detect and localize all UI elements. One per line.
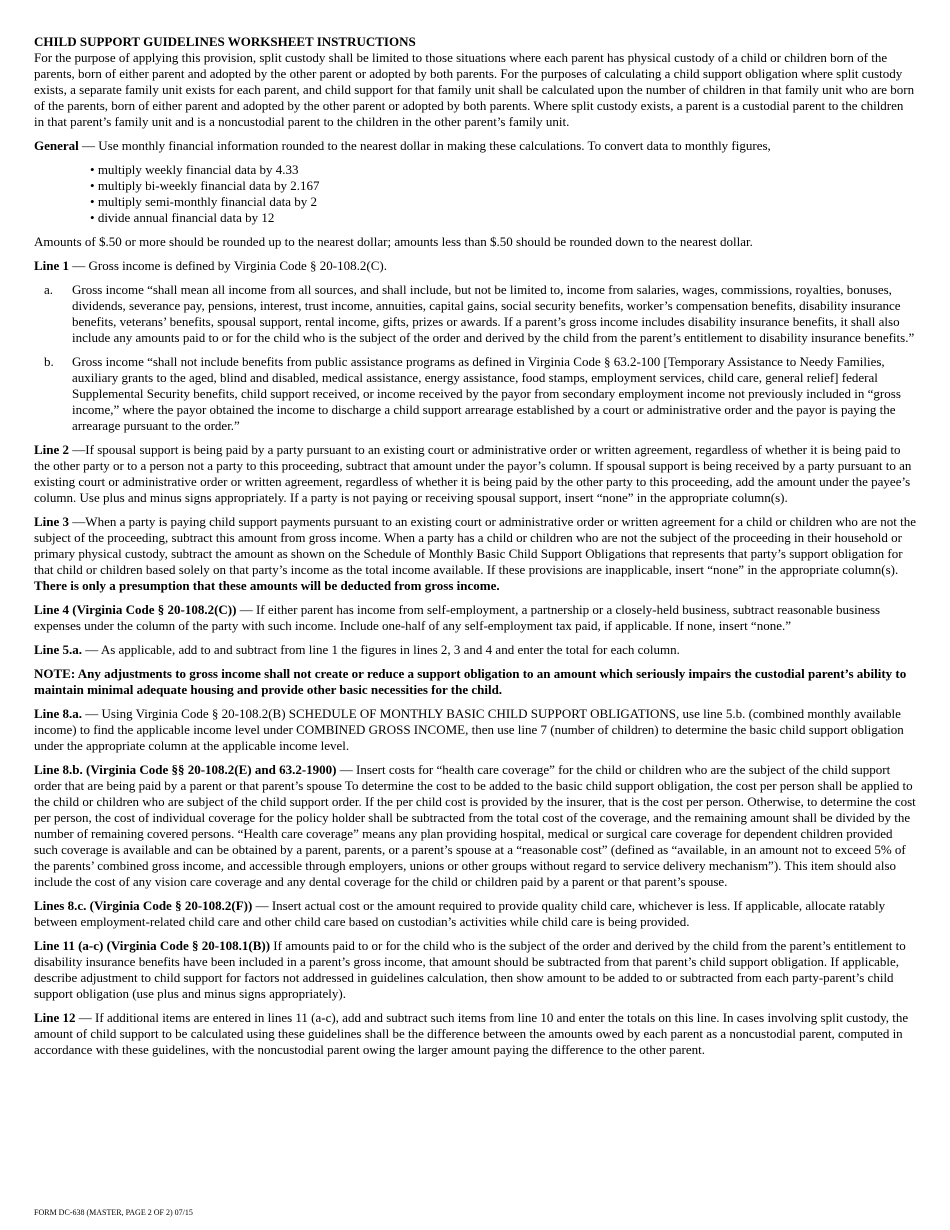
item-text: Gross income “shall mean all income from all sources, and shall include, but not be limited to, income from salaries, wages, commissions, royalties, bonuses, dividends, severance pay, pensions, interest, trust income, annuities, capital gains, social security benefits, worker’s compensation benefits, disability insurance benefits, veterans’ benefits, spousal support, rental income, gifts, prizes or awards. If a parent’s gross income includes disability insurance benefits, it shall also include any amounts paid to or for the child who is the subject of the order and derived by the child from the parent’s entitlement to disability insurance benefits.” <box>72 282 915 345</box>
list-item: • multiply bi-weekly financial data by 2.167 <box>90 178 916 194</box>
rounding-paragraph: Amounts of $.50 or more should be rounded up to the nearest dollar; amounts less than $.50 should be rounded down to the nearest dollar. <box>34 234 753 249</box>
line4-section <box>34 602 916 634</box>
line2-label: Line 2 <box>34 442 70 457</box>
general-text: — Use monthly financial information rounded to the nearest dollar in making these calculations. To convert data to monthly figures, <box>78 138 771 153</box>
line8c-section <box>34 898 916 930</box>
line8b-section <box>34 762 916 890</box>
line5a-label: Line 5.a. <box>34 642 83 657</box>
line1-label: Line 1 <box>34 258 70 273</box>
line8c-label: Lines 8.c. (Virginia Code § 20-108.2(F)) <box>34 898 253 913</box>
line8a-section <box>34 706 916 754</box>
line11-section <box>34 938 916 1002</box>
conversion-list <box>90 162 916 226</box>
line8b-text: — Insert costs for “health care coverage” for the child or children who are the subject of the child support order that are being paid by a parent or that parent’s spouse To determine the cost to be added to the basic child support obligation, the cost per person shall be applied to the child or children who are subject of the child support order. If the per child cost is provided by the insurer, that is the cost per person. Otherwise, to determine the cost per person, the cost of individual coverage for the policy holder shall be subtracted from the total cost of the coverage, and the remaining amount shall be divided by the number of remaining covered persons. “Health care coverage” means any plan providing hospital, medical or surgical care coverage for dependent children provided such coverage is available and can be obtained by a parent, parents, or a parent’s spouse at a “reasonable cost” (defined as “available, in an amount not to exceed 5% of the parents’ combined gross income, and accessible through employers, unions or other groups without regard to service delivery mechanism”). This item should also include the cost of any vision care coverage and any dental coverage for the child or children paid by a parent or that parent’s spouse. <box>34 762 916 889</box>
list-item <box>34 282 916 346</box>
intro-paragraph: For the purpose of applying this provision, split custody shall be limited to those situations where each parent has physical custody of a child or children born of the parents, born of either parent and adopted by the other parent or adopted by both parents. For the purposes of calculating a child support obligation where split custody exists, a separate family unit exists for each parent, and child support for that family unit shall be calculated upon the number of children in that family unit who are born of the parents, born of either parent and adopted by the other parent or adopted by both parents. Where split custody exists, a parent is a custodial parent to the children in that parent’s family unit and is a noncustodial parent to the children in the other parent’s family unit. <box>34 50 915 129</box>
item-text: Gross income “shall not include benefits from public assistance programs as defined in Virginia Code § 63.2-100 [Temporary Assistance to Needy Families, auxiliary grants to the aged, blind and disabled, medical assistance, energy assistance, food stamps, employment services, child care, general relief] federal Supplemental Security benefits, child support received, or income received by the payor from secondary employment income not previously included in “gross income,” where the payor obtained the income to discharge a child support arrearage established by a court or administrative order and the payor is paying the arrearage pursuant to the order.” <box>72 354 901 433</box>
line2-text: —If spousal support is being paid by a party pursuant to an existing court or administrative order or written agreement, regardless of whether it is being paid to the other party or to a person not a party to this proceeding, subtract that amount under the payor’s column. If spousal support is being received by a party pursuant to an existing court or administrative order or written agreement, regardless of whether it is being paid by the other party to this proceeding, add the amount under the payee’s column. Use plus and minus signs appropriately. If a party is not paying or receiving spousal support, insert “none” in the appropriate column(s). <box>34 442 912 505</box>
instructions-page <box>34 34 916 1058</box>
line5a-section <box>34 642 916 658</box>
line3-section <box>34 514 916 594</box>
line5a-text: — As applicable, add to and subtract from line 1 the figures in lines 2, 3 and 4 and enter the total for each column. <box>82 642 680 657</box>
line4-label: Line 4 (Virginia Code § 20-108.2(C)) <box>34 602 237 617</box>
list-item: • divide annual financial data by 12 <box>90 210 916 226</box>
line3-text: —When a party is paying child support payments pursuant to an existing court or administrative order or written agreement for a child or children who are not the subject of the proceeding, subtract this amount from gross income. When a party has a child or children who are not the subject of the proceeding in their household or primary physical custody, subtract the amount as shown on the Schedule of Monthly Basic Child Support Obligations that represents that party’s support obligation for that child or children based solely on that party’s income as the total income available. If these provisions are inapplicable, insert “none” in the appropriate column(s). <box>34 514 916 577</box>
line8a-label: Line 8.a. <box>34 706 83 721</box>
form-footer: FORM DC-638 (MASTER, PAGE 2 OF 2) 07/15 <box>34 1208 193 1217</box>
line12-text: — If additional items are entered in lines 11 (a-c), add and subtract such items from line 10 and enter the totals on this line. In cases involving split custody, the amount of child support to be calculated using these guidelines shall be the difference between the amounts owed by each parent as a noncustodial parent, computed in accordance with these guidelines, with the noncustodial parent owing the larger amount paying the difference to the other parent. <box>34 1010 909 1057</box>
line4-text: — If either parent has income from self-employment, a partnership or a closely-held business, subtract reasonable business expenses under the column of the party with such income. Include one-half of any self-employment tax paid, if applicable. If none, insert “none.” <box>34 602 881 633</box>
general-section <box>34 138 916 154</box>
gross-income-list <box>34 282 916 434</box>
line8c-text: — Insert actual cost or the amount required to provide quality child care, whichever is less. If applicable, allocate ratably between employment-related child care and other child care based on custodian’s activities while child care is being provided. <box>34 898 886 929</box>
list-item: • multiply weekly financial data by 4.33 <box>90 162 916 178</box>
line8a-text: — Using Virginia Code § 20-108.2(B) SCHEDULE OF MONTHLY BASIC CHILD SUPPORT OBLIGATIONS, use line 5.b. (combined monthly available income) to find the applicable income level under COMBINED GROSS INCOME, then use line 7 (number of children) to determine the basic child support obligation under the appropriate column at the applicable income level. <box>34 706 904 753</box>
line2-section <box>34 442 916 506</box>
page-title: CHILD SUPPORT GUIDELINES WORKSHEET INSTRUCTIONS <box>34 34 416 49</box>
item-marker: b. <box>44 354 54 369</box>
line1-text: — Gross income is defined by Virginia Code § 20-108.2(C). <box>69 258 387 273</box>
list-item <box>34 354 916 434</box>
general-label: General <box>34 138 79 153</box>
line3-label: Line 3 <box>34 514 70 529</box>
line12-section <box>34 1010 916 1058</box>
line11-label: Line 11 (a-c) (Virginia Code § 20-108.1(B)) <box>34 938 271 953</box>
line3-bold-text: There is only a presumption that these amounts will be deducted from gross income. <box>34 578 500 593</box>
line11-text: If amounts paid to or for the child who is the subject of the order and derived by the child from the parent’s entitlement to disability insurance benefits have been included in a parent’s gross income, that amount should be subtracted from that parent’s child support obligation. If applicable, describe adjustment to child support for factors not addressed in guidelines calculation, then show amount to be added to or subtracted from each party-parent’s child support obligation (use plus and minus signs appropriately). <box>34 938 906 1001</box>
line8b-label: Line 8.b. (Virginia Code §§ 20-108.2(E) and 63.2-1900) <box>34 762 337 777</box>
note-paragraph: NOTE: Any adjustments to gross income shall not create or reduce a support obligation to an amount which seriously impairs the custodial parent’s ability to maintain minimal adequate housing and provide other basic necessities for the child. <box>34 666 907 697</box>
item-marker: a. <box>44 282 54 297</box>
list-item: • multiply semi-monthly financial data by 2 <box>90 194 916 210</box>
line12-label: Line 12 <box>34 1010 76 1025</box>
line1-section <box>34 258 916 274</box>
